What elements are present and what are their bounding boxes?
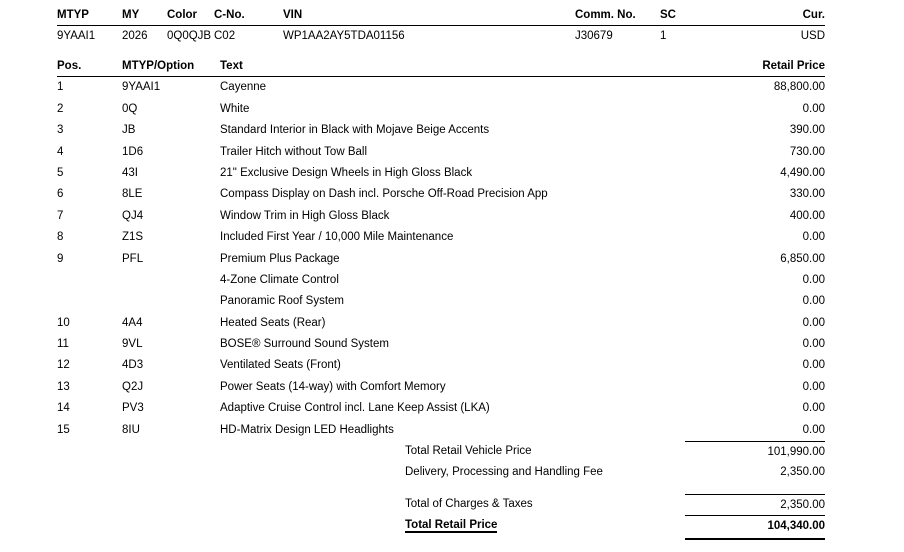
total-label: [405, 462, 685, 483]
option-code: Z1S: [122, 231, 144, 244]
option-code: 0Q: [122, 102, 138, 115]
option-text: White: [220, 102, 250, 115]
col-header-my: MY: [122, 9, 140, 21]
option-pos: 7: [57, 209, 64, 222]
option-code: [122, 270, 220, 291]
option-text: Cayenne: [220, 81, 267, 94]
option-code: 8LE: [122, 188, 143, 201]
total-row: [57, 494, 825, 515]
option-code: Q2J: [122, 380, 144, 393]
option-price: 6,850.00: [780, 252, 825, 265]
option-row: [57, 270, 825, 291]
option-price: 0.00: [802, 316, 825, 329]
total-label-text: Delivery, Processing and Handling Fee: [405, 466, 603, 479]
vehicle-info-table: [57, 6, 825, 47]
option-text: BOSE® Surround Sound System: [220, 338, 389, 351]
option-code: 4D3: [122, 359, 144, 372]
option-text: Panoramic Roof System: [220, 295, 344, 308]
options-table: [57, 57, 825, 441]
vehicle-sc: 1: [660, 30, 667, 42]
total-value: 104,340.00: [685, 515, 825, 539]
option-row: [57, 334, 825, 355]
option-row: [57, 355, 825, 376]
option-pos: 6: [57, 188, 64, 201]
col-header-mtyp: MTYP: [57, 9, 89, 21]
option-code: JB: [122, 124, 136, 137]
col-header-cur: Cur.: [802, 9, 825, 21]
option-code: 43I: [122, 166, 138, 179]
vehicle-color: 0Q0QJB: [167, 30, 212, 42]
option-row: [57, 420, 825, 441]
vehicle-my: 2026: [122, 30, 148, 42]
total-row: [57, 515, 825, 536]
option-text: 4-Zone Climate Control: [220, 273, 339, 286]
option-pos: 14: [57, 402, 70, 415]
option-pos: 5: [57, 166, 64, 179]
option-pos: 15: [57, 423, 70, 436]
total-value: 2,350.00: [685, 494, 825, 516]
col-header-cno: C-No.: [214, 9, 245, 21]
totals-section: [57, 441, 825, 537]
total-label-text: Total Retail Vehicle Price: [405, 445, 532, 458]
total-row: [57, 441, 825, 462]
option-pos: 2: [57, 102, 64, 115]
totals-spacer: [57, 441, 405, 463]
option-code: PFL: [122, 252, 144, 265]
option-pos: [57, 291, 122, 312]
totals-spacer: [57, 494, 405, 516]
option-text: Standard Interior in Black with Mojave Beige Accents: [220, 124, 490, 137]
option-pos: 13: [57, 380, 70, 393]
option-row: [57, 184, 825, 205]
option-price: 390.00: [789, 124, 825, 137]
options-table-body: [57, 77, 825, 441]
col-header-retail-price: Retail Price: [762, 60, 825, 73]
option-row: [57, 163, 825, 184]
option-price: 0.00: [802, 102, 825, 115]
vehicle-mtyp: 9YAAI1: [57, 30, 96, 42]
option-text: Trailer Hitch without Tow Ball: [220, 145, 367, 158]
option-row: [57, 142, 825, 163]
vehicle-cno: C02: [214, 30, 236, 42]
option-pos: 12: [57, 359, 70, 372]
total-row: [57, 462, 825, 483]
option-row: [57, 120, 825, 141]
option-code: PV3: [122, 402, 144, 415]
option-text: Power Seats (14-way) with Comfort Memory: [220, 380, 446, 393]
vehicle-cur: USD: [800, 30, 825, 42]
option-text: Included First Year / 10,000 Mile Maintenance: [220, 231, 454, 244]
total-label: [405, 441, 685, 463]
total-value: 101,990.00: [685, 441, 825, 463]
option-pos: 3: [57, 124, 64, 137]
total-label-text: Total Retail Price: [405, 519, 498, 532]
option-text: Heated Seats (Rear): [220, 316, 326, 329]
option-price: 0.00: [802, 295, 825, 308]
option-row: [57, 99, 825, 120]
option-code: [122, 291, 220, 312]
vehicle-comm-no: J30679: [575, 30, 613, 42]
col-header-text: Text: [220, 60, 243, 73]
option-price: 88,800.00: [773, 81, 825, 94]
option-price: 0.00: [802, 402, 825, 415]
total-label: [405, 494, 685, 516]
option-row: [57, 398, 825, 419]
col-header-pos: Pos.: [57, 60, 82, 73]
option-price: 330.00: [789, 188, 825, 201]
option-price: 0.00: [802, 231, 825, 244]
option-price: 0.00: [802, 380, 825, 393]
totals-spacer: [57, 462, 405, 483]
totals-spacer: [57, 515, 405, 539]
total-label-text: Total of Charges & Taxes: [405, 497, 533, 510]
option-pos: 9: [57, 252, 64, 265]
option-price: 0.00: [802, 359, 825, 372]
total-label: [405, 515, 685, 539]
option-code: 8IU: [122, 423, 140, 436]
option-code: 1D6: [122, 145, 144, 158]
col-header-color: Color: [167, 9, 198, 21]
option-text: Ventilated Seats (Front): [220, 359, 341, 372]
option-price: 730.00: [789, 145, 825, 158]
col-header-vin: VIN: [283, 9, 303, 21]
option-pos: 10: [57, 316, 70, 329]
option-code: 9VL: [122, 338, 143, 351]
vehicle-vin: WP1AA2AY5TDA01156: [283, 30, 405, 42]
option-row: [57, 313, 825, 334]
option-text: Window Trim in High Gloss Black: [220, 209, 390, 222]
option-pos: 4: [57, 145, 64, 158]
option-pos: 1: [57, 81, 64, 94]
option-pos: 8: [57, 231, 64, 244]
vehicle-info-data-row: [57, 26, 825, 47]
option-text: Premium Plus Package: [220, 252, 340, 265]
option-pos: 11: [57, 338, 69, 351]
option-code: 4A4: [122, 316, 143, 329]
option-pos: [57, 270, 122, 291]
option-row: [57, 227, 825, 248]
option-price: 4,490.00: [780, 166, 825, 179]
option-row: [57, 206, 825, 227]
option-row: [57, 77, 825, 98]
col-header-comm-no: Comm. No.: [575, 9, 636, 21]
col-header-sc: SC: [660, 9, 676, 21]
option-price: 0.00: [802, 338, 825, 351]
option-code: 9YAAI1: [122, 81, 161, 94]
option-price: 400.00: [789, 209, 825, 222]
option-row: [57, 377, 825, 398]
option-price: 0.00: [802, 273, 825, 286]
options-header-row: [57, 57, 825, 77]
option-row: [57, 249, 825, 270]
option-price: 0.00: [802, 423, 825, 436]
option-text: Adaptive Cruise Control incl. Lane Keep Assist (LKA): [220, 402, 490, 415]
vehicle-info-header-row: [57, 6, 825, 26]
option-code: QJ4: [122, 209, 144, 222]
option-text: Compass Display on Dash incl. Porsche Off-Road Precision App: [220, 188, 548, 201]
total-value: 2,350.00: [780, 466, 825, 479]
option-row: [57, 291, 825, 312]
col-header-option: MTYP/Option: [122, 60, 195, 73]
option-text: 21" Exclusive Design Wheels in High Gloss Black: [220, 166, 473, 179]
option-text: HD-Matrix Design LED Headlights: [220, 423, 394, 436]
